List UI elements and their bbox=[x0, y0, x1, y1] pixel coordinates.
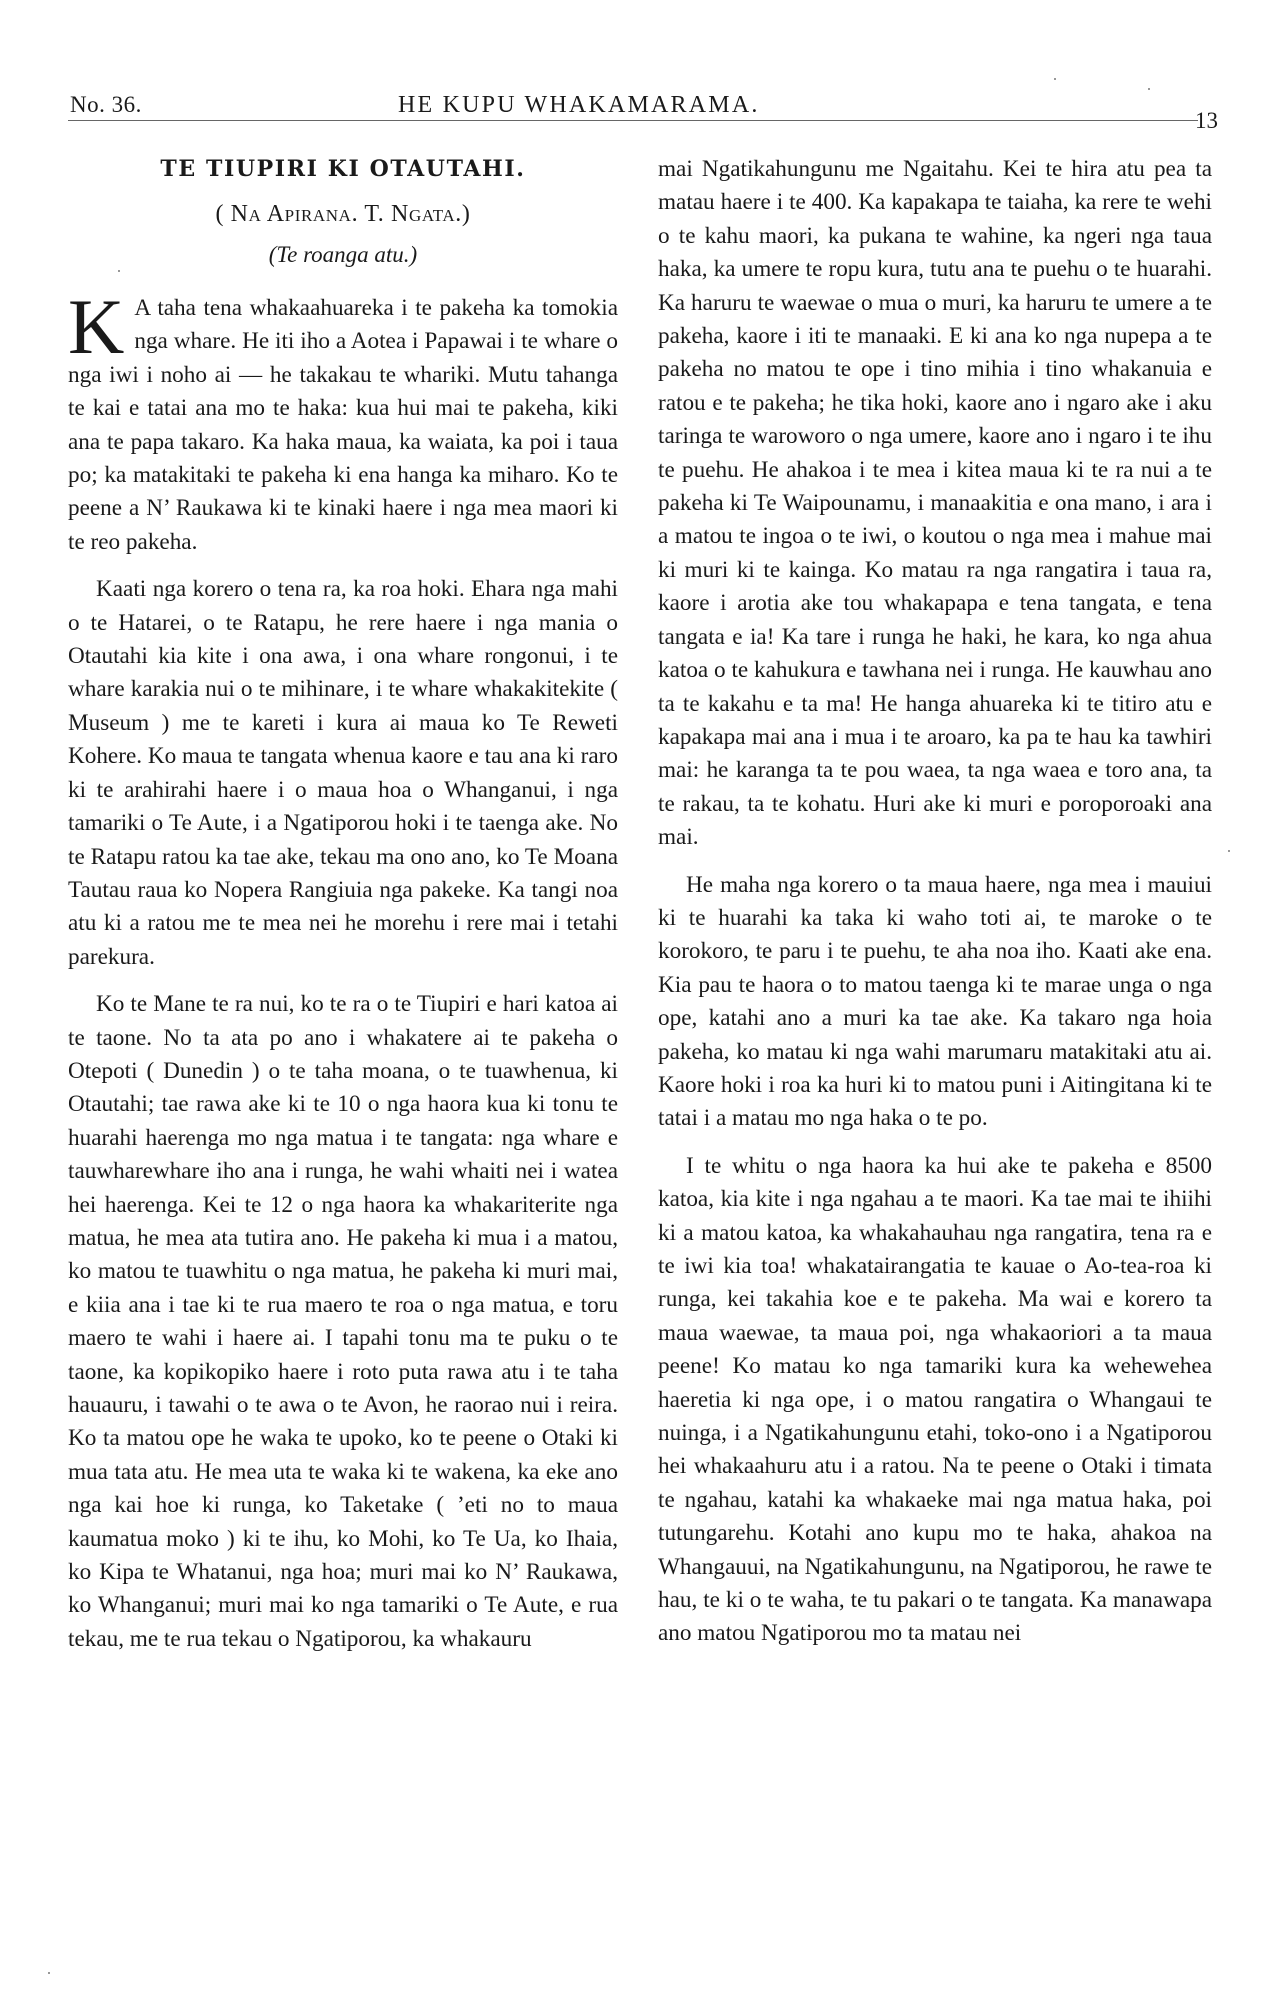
article-title: TE TIUPIRI KI OTAUTAHI. bbox=[160, 156, 526, 182]
header-rule bbox=[68, 120, 1198, 121]
scan-speck bbox=[1148, 88, 1150, 90]
paragraph bbox=[68, 283, 618, 559]
paragraph: mai Ngatikahungunu me Ngaitahu. Kei te hira atu pea ta matau haere i te 400. Ka kapakapa te taiaha, ka rere te wehi o te kahu maori, ka pukana te wahine, ka ngeri nga taua haka, ka umere te ropu kura, tutu ana te puehu o te huarahi. Ka haruru te waewae o mua o muri, ka haruru te umere a te pakeha, kaore i iti te manaaki. E ki ana ko nga nupepa a te pakeha no matou te ope i tino mihia i tino whakanuia e ratou e te pakeha; he tika hoki, kaore ano i ngaro ake i aku taringa te waroworo o nga umere, kaore ano i ngaro i te ihu te puehu. He ahakoa i te mea i kitea maua ki te ra nui a te pakeha ki Te Waipounamu, i manaakitia e ona mano, i ara i a matou te ingoa o te iwi, o koutou o nga mea i mahue mai ki muri ki te kainga. Ko matau ra nga rangatira i taua ra, kaore i arotia ake tou whakapapa e tena tangata, e tena tangata e ia! Ka tare i runga he haki, he kara, ko nga ahua katoa o te kahukura e tawhana nei i runga. He kauwhau ano ta te kakahu e ta ma! He hanga ahuareka ki te titiro atu e kapakapa mai ana i mua i te aroaro, ka pa te hau ka tawhiri mai: he karanga ta te pou waea, ta nga waea e toro ana, ta te rakau, ta te kohatu. Huri ake ki muri e poroporoaki ana mai. bbox=[658, 156, 1212, 851]
publication-title: HE KUPU WHAKAMARAMA. bbox=[398, 92, 760, 118]
paragraph-text: A taha tena whakaahuareka i te pakeha ka tomokia nga whare. He iti iho a Aotea i Papawai i te whare o nga iwi i noho ai — he takakau te whariki. Mutu tahanga te kai e tatai ana mo te haka: kua hui mai te pakeha, kiki ana te papa takaro. Ka haka maua, ka waiata, ka poi i taua po; ka matakitaki te pakeha ki ena hanga ka miharo. Ko te peene a N’ Raukawa ki te kinaki haere i nga mea maori ki te reo pakeha. bbox=[68, 295, 618, 555]
paragraph: I te whitu o nga haora ka hui ake te pakeha e 8500 katoa, kia kite i nga ngahau a te maori. Ka tae mai te ihiihi ki a matou katoa, ka whakahauhau nga rangatira, tena ra e te iwi kia toa! whakatairangatia te kauae o Ao-tea-roa ki runga, kei takahia koe e te pakeha. Ma wai e korero ta maua waewae, ta maua poi, nga whakaoriori a ta maua peene! Ko matau ko nga tamariki kura ka wehewehea haeretia ki nga ope, i o matou rangatira o Whangaui te nuinga, i a Ngatikahungunu etahi, toko-ono i a Ngatiporou hei whakaahuru atu i a ratou. Na te peene o Otaki i timata te ngahau, katahi ka whakaeke mai nga matua haka, poi tutungarehu. Kotahi ano kupu mo te haka, ahakoa na Whangauui, na Ngatikahungunu, na Ngatiporou, he rawe te hau, te ki o te waha, te tu pakari o te tangata. Ka manawapa ano matou Ngatiporou mo ta matau nei bbox=[658, 1152, 1212, 1647]
right-column bbox=[658, 153, 1212, 1665]
paragraph: He maha nga korero o ta maua haere, nga mea i mauiui ki te huarahi ka taka ki waho toti ai, te maroke o te korokoro, te paru i te puehu, te aha noa iho. Kaati ake ena. Kia pau te haora o to matou taenga ki te marae unga o nga ope, katahi ano a muri ka tae ake. Ka takaro nga hoia pakeha, ko matau ki nga wahi marumaru matakitaki atu ai. Kaore hoki i roa ka huri ki to matou puni i Aitingitana ki te tatai i a matau mo nga haka o te po. bbox=[658, 871, 1212, 1132]
scan-speck bbox=[1228, 850, 1230, 852]
scan-speck bbox=[48, 1972, 50, 1974]
page-number: 13 bbox=[1195, 108, 1218, 133]
continued-note: (Te roanga atu.) bbox=[268, 242, 418, 267]
paragraph: Kaati nga korero o tena ra, ka roa hoki. Ehara nga mahi o te Hatarei, o te Ratapu, he rere haere i nga mania o Otautahi kia kite i ona awa, i ona whare rongonui, i te whare karakia nui o te mihinare, i te whare whakakitekite ( Museum ) me te kareti i kura ai maua ko Te Reweti Kohere. Ko maua te tangata whenua kaore e tau ana ki raro ki te arahirahi haere i o maua hoa o Whanganui, i nga tamariki o Te Aute, i a Ngatiporou hoki i te taenga ake. No te Ratapu ratou ka tae ake, tekau ma ono ano, ko Te Moana Tautau raua ko Nopera Rangiuia nga pakeke. Ka tangi noa atu ki a ratou me te mea nei he morehu i rere mai i tetahi parekura. bbox=[68, 576, 618, 970]
drop-cap: K bbox=[68, 283, 125, 370]
article-byline: ( Na Apirana. T. Ngata.) bbox=[215, 201, 471, 227]
paragraph: Ko te Mane te ra nui, ko te ra o te Tiupiri e hari katoa ai te taone. No ta ata po ano i whakatere ai te pakeha o Otepoti ( Dunedin ) o te taha moana, o te tuawhenua, ki Otautahi; tae rawa ake ki te 10 o nga haora kua ki tonu te huarahi haerenga mo nga matua i te tangata: nga whare e tauwharewhare iho ana i runga, he wahi whaiti nei i watea hei haerenga. Kei te 12 o nga haora ka whakariterite nga matua, he mea ata tutira ano. He pakeha ki mua i a matou, ko matou te tuawhitu o nga matua, he pakeha ki muri mai, e kiia ana i tae ki te rua maero te roa o nga matua, e toru maero te wahi i haere ai. I tapahi tonu ma te puku o te taone, ka kopikopiko haere i roto puta rawa atu i te taha hauauru, i tawahi o te awa o te Avon, he raorao nui i reira. Ko ta matou ope he waka te upoko, ko te peene o Otaki ki mua tata atu. He mea uta te waka ki te wakena, ka eke ano nga kai hoe ki runga, ko Taketake ( ’eti no to maua kaumatua moko ) ki te ihu, ko Mohi, ko Te Ua, ko Ihaia, ko Kipa te Whatanui, nga hoa; muri mai ko N’ Raukawa, ko Whanganui; muri mai ko nga tamariki o Te Aute, e rua tekau, me te rua tekau o Ngatiporou, ka whakauru bbox=[68, 991, 618, 1652]
issue-number: No. 36. bbox=[70, 92, 142, 117]
left-column bbox=[68, 150, 618, 1670]
running-header bbox=[68, 92, 1218, 133]
scan-speck bbox=[1054, 78, 1056, 80]
scan-speck bbox=[118, 270, 120, 272]
